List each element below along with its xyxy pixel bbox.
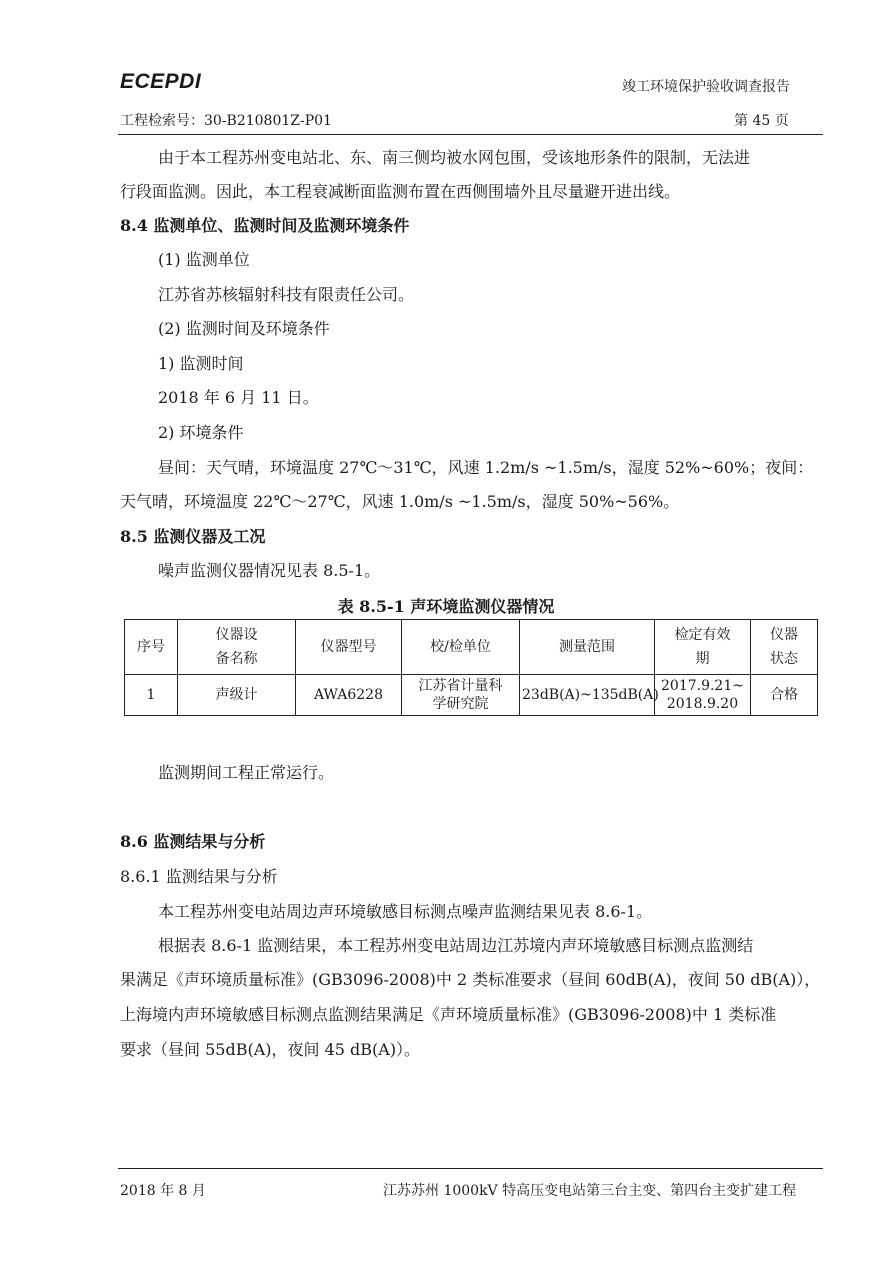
header-cell: 检定有效 期: [655, 620, 751, 675]
header-cell: 校/检单位: [402, 620, 520, 675]
header-divider: [118, 134, 823, 135]
subsection-heading-8-6-1: 8.6.1 监测结果与分析: [120, 867, 278, 886]
paragraph-line: 要求（昼间 55dB(A)，夜间 45 dB(A)）。: [120, 1040, 421, 1059]
header-cell: 仪器型号: [296, 620, 402, 675]
table-cell: 江苏省计量科 学研究院: [402, 675, 520, 716]
table-cell: 1: [125, 675, 178, 716]
table-cell: AWA6228: [296, 675, 402, 716]
report-title: 竣工环境保护验收调查报告: [622, 79, 790, 95]
project-number: 工程检索号：30-B210801Z-P01: [120, 113, 332, 129]
table-cell: 声级计: [178, 675, 296, 716]
paragraph-line: 上海境内声环境敏感目标测点监测结果满足《声环境质量标准》(GB3096-2008)中 1 类标准: [120, 1005, 777, 1024]
paragraph-line: 江苏省苏核辐射科技有限责任公司。: [158, 285, 415, 304]
subsection-label: 2) 环境条件: [158, 423, 244, 442]
instrument-table: [124, 619, 818, 716]
paragraph-line: 监测期间工程正常运行。: [158, 763, 335, 782]
company-logo: ECEPDI: [120, 70, 202, 93]
table-cell: 2017.9.21~ 2018.9.20: [655, 675, 751, 716]
section-heading-8-4: 8.4 监测单位、监测时间及监测环境条件: [120, 216, 410, 235]
subsection-label: (2) 监测时间及环境条件: [158, 319, 330, 338]
paragraph-line: 由于本工程苏州变电站北、东、南三侧均被水网包围，受该地形条件的限制，无法进: [158, 148, 751, 167]
paragraph-line: 噪声监测仪器情况见表 8.5-1。: [158, 561, 381, 580]
table-caption: 表 8.5-1 声环境监测仪器情况: [337, 597, 555, 616]
table-cell: 23dB(A)~135dB(A): [520, 675, 655, 716]
paragraph-line: 昼间：天气晴，环境温度 27℃～31℃，风速 1.2m/s ~1.5m/s，湿度 52%~60%；夜间：: [158, 458, 814, 477]
paragraph-line: 本工程苏州变电站周边声环境敏感目标测点噪声监测结果见表 8.6-1。: [158, 902, 653, 921]
paragraph-line: 天气晴，环境温度 22℃～27℃，风速 1.0m/s ~1.5m/s，湿度 50%~56%。: [120, 492, 680, 511]
table-row: [125, 675, 818, 716]
table-header-row: [125, 620, 818, 675]
footer-project-title: 江苏苏州 1000kV 特高压变电站第三台主变、第四台主变扩建工程: [383, 1183, 797, 1199]
footer-divider: [118, 1168, 823, 1169]
section-heading-8-6: 8.6 监测结果与分析: [120, 832, 266, 851]
subsection-label: 1) 监测时间: [158, 354, 244, 373]
paragraph-line: 行段面监测。因此，本工程衰减断面监测布置在西侧围墙外且尽量避开进出线。: [120, 182, 681, 201]
header-cell: 测量范围: [520, 620, 655, 675]
subsection-label: (1) 监测单位: [158, 250, 250, 269]
paragraph-line: 果满足《声环境质量标准》(GB3096-2008)中 2 类标准要求（昼间 60dB(A)，夜间 50 dB(A)），: [120, 970, 821, 989]
header-cell: 仪器 状态: [751, 620, 818, 675]
section-heading-8-5: 8.5 监测仪器及工况: [120, 527, 266, 546]
header-cell: 仪器设 备名称: [178, 620, 296, 675]
paragraph-line: 根据表 8.6-1 监测结果，本工程苏州变电站周边江苏境内声环境敏感目标测点监测结: [158, 936, 754, 955]
header-cell: 序号: [125, 620, 178, 675]
page-number: 第 45 页: [734, 113, 789, 129]
paragraph-line: 2018 年 6 月 11 日。: [158, 388, 319, 407]
footer-date: 2018 年 8 月: [120, 1183, 206, 1199]
table-cell: 合格: [751, 675, 818, 716]
